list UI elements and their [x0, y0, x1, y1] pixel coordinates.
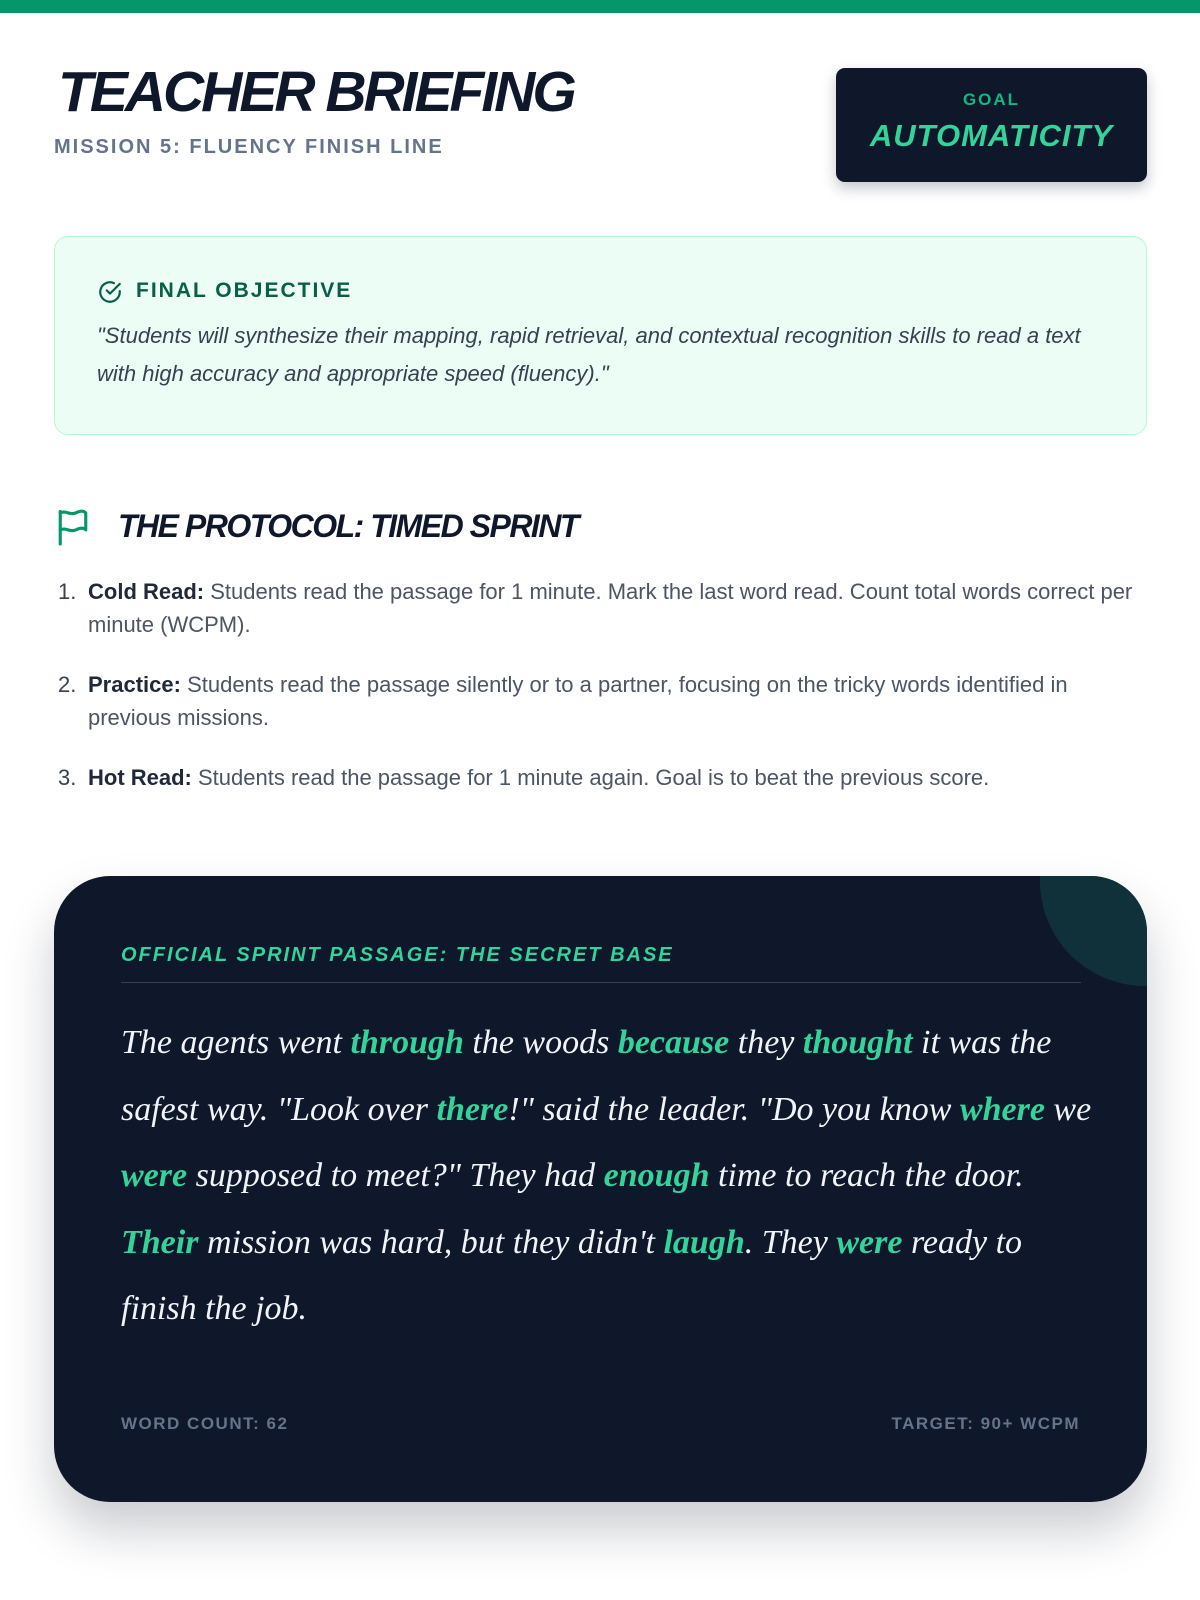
- step-term: Practice:: [88, 672, 181, 697]
- highlighted-word: Their: [121, 1223, 199, 1261]
- objective-quote: "Students will synthesize their mapping, rapid retrieval, and contextual recognition skills to read a text with high accuracy and appropriate speed (fluency).": [97, 323, 1081, 386]
- step-description: Students read the passage for 1 minute again. Goal is to beat the previous score.: [191, 765, 990, 790]
- passage-segment: they: [729, 1024, 803, 1061]
- page-subtitle: MISSION 5: FLUENCY FINISH LINE: [54, 136, 444, 158]
- highlighted-word: were: [836, 1223, 903, 1261]
- highlighted-word: enough: [603, 1157, 710, 1194]
- passage-segment: the woods: [463, 1024, 618, 1061]
- step-term: Hot Read:: [88, 765, 192, 790]
- protocol-steps: [58, 575, 1138, 821]
- goal-value: AUTOMATICITY: [869, 118, 1114, 153]
- passage-divider: [121, 982, 1081, 983]
- goal-card: [836, 68, 1147, 182]
- page-title: TEACHER BRIEFING: [58, 60, 574, 124]
- step-term: Cold Read:: [88, 579, 205, 604]
- highlighted-word: through: [350, 1024, 464, 1061]
- objective-heading: FINAL OBJECTIVE: [136, 279, 353, 302]
- highlighted-word: there: [436, 1090, 509, 1128]
- check-circle-icon: [97, 279, 123, 305]
- protocol-step: [58, 668, 1138, 734]
- target-wcpm: TARGET: 90+ WCPM: [891, 1414, 1080, 1433]
- passage-segment: The agents went: [121, 1024, 351, 1061]
- highlighted-word: were: [121, 1157, 188, 1194]
- passage-segment: . They: [744, 1223, 837, 1261]
- step-description: Students read the passage for 1 minute. Mark the last word read. Count total words correct per minute (WCPM).: [88, 579, 1133, 637]
- flag-icon: [56, 508, 90, 546]
- word-count: WORD COUNT: 62: [121, 1414, 289, 1433]
- goal-label: GOAL: [962, 90, 1021, 109]
- passage-segment: time to reach the door.: [709, 1157, 1024, 1194]
- passage-text: [121, 1010, 1096, 1343]
- highlighted-word: where: [959, 1090, 1045, 1128]
- highlighted-word: thought: [802, 1024, 913, 1061]
- protocol-step: [58, 761, 1138, 794]
- passage-segment: we: [1044, 1090, 1092, 1128]
- highlighted-word: because: [617, 1024, 730, 1061]
- passage-title: OFFICIAL SPRINT PASSAGE: THE SECRET BASE: [121, 944, 674, 966]
- passage-segment: supposed to meet?" They had: [187, 1157, 604, 1194]
- decorative-circle: [1040, 876, 1147, 986]
- passage-segment: !" said the leader. "Do you know: [508, 1090, 960, 1128]
- objective-panel: [54, 236, 1147, 435]
- passage-segment: mission was hard, but they didn't: [198, 1223, 664, 1261]
- sprint-passage-card: [54, 876, 1147, 1502]
- protocol-step: [58, 575, 1138, 641]
- step-number: 2.: [58, 672, 77, 697]
- highlighted-word: laugh: [663, 1223, 745, 1261]
- step-number: 3.: [58, 765, 77, 790]
- step-description: Students read the passage silently or to a partner, focusing on the tricky words identified in previous missions.: [88, 672, 1068, 730]
- step-number: 1.: [58, 579, 77, 604]
- passage-segment: ready to finish the job.: [121, 1223, 1023, 1327]
- passage-segment: it was the safest way. "Look over: [121, 1024, 1052, 1128]
- top-accent-bar: [0, 0, 1200, 13]
- protocol-heading: THE PROTOCOL: TIMED SPRINT: [118, 508, 578, 544]
